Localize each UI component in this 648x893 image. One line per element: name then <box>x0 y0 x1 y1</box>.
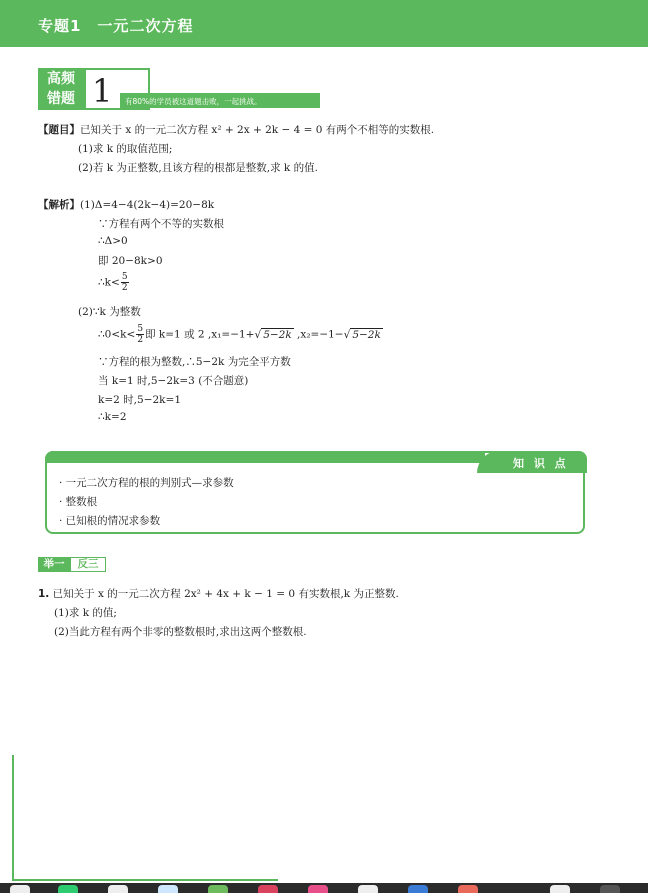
solution-line-1 <box>38 197 214 212</box>
badge-label <box>38 68 84 110</box>
app-icon[interactable] <box>358 885 378 893</box>
solution-step-3: ∴Δ>0 <box>98 235 128 247</box>
badge-number: 1 <box>92 72 113 110</box>
page-header <box>0 0 648 47</box>
knowledge-header-band <box>45 451 485 463</box>
practice-q2: (2)当此方程有两个非零的整数根时,求出这两个整数根. <box>54 626 307 638</box>
header-title: 专题1 一元二次方程 <box>38 17 194 35</box>
fraction-numerator: 5 <box>137 324 144 334</box>
radicand: 5−2k <box>263 328 292 341</box>
solution-step-9: 当 k=1 时,5−2k=3 (不合题意) <box>98 375 249 387</box>
solution-step-7-mid: 即 k=1 或 2 ,x₁=−1+ <box>145 328 255 341</box>
solution-step-5 <box>98 272 130 293</box>
app-icon[interactable] <box>600 885 620 893</box>
practice-tag-left: 举一 <box>38 557 70 572</box>
practice-tag-right: 反三 <box>70 557 106 572</box>
knowledge-item: · 已知根的情况求参数 <box>59 515 161 527</box>
problem-stem-line <box>38 122 434 137</box>
badge-bottom-text: 错题 <box>47 91 75 107</box>
knowledge-item: · 一元二次方程的根的判别式—求参数 <box>59 477 234 489</box>
knowledge-item: · 整数根 <box>59 496 98 508</box>
app-icon[interactable] <box>408 885 428 893</box>
problem-stem: 已知关于 x 的一元二次方程 x² + 2x + 2k − 4 = 0 有两个不相等的实数根. <box>80 124 435 136</box>
margin-horizontal-rule <box>12 879 278 881</box>
margin-vertical-rule <box>12 755 14 880</box>
knowledge-label: 知 识 点 <box>513 457 569 470</box>
practice-stem-line <box>38 586 399 601</box>
knowledge-points-box <box>45 451 585 534</box>
app-icon[interactable] <box>158 885 178 893</box>
app-icon[interactable] <box>208 885 228 893</box>
sqrt-expression: √ 5−2k <box>343 328 381 341</box>
app-icon[interactable] <box>258 885 278 893</box>
practice-stem: 已知关于 x 的一元二次方程 2x² + 4x + k − 1 = 0 有实数根,k 为正整数. <box>52 588 399 600</box>
problem-q2: (2)若 k 为正整数,且该方程的根都是整数,求 k 的值. <box>78 162 318 174</box>
solution-step-7-pre: ∴0<k< <box>98 328 136 341</box>
problem-q1: (1)求 k 的取值范围; <box>78 143 173 155</box>
solution-step-1: (1)Δ=4−4(2k−4)=20−8k <box>80 199 215 211</box>
app-icon[interactable] <box>308 885 328 893</box>
taskbar <box>0 883 648 893</box>
app-icon[interactable] <box>108 885 128 893</box>
solution-step-11: ∴k=2 <box>98 411 127 423</box>
radicand: 5−2k <box>352 328 381 341</box>
fraction <box>136 324 144 345</box>
fraction-numerator: 5 <box>121 272 128 282</box>
app-icon[interactable] <box>58 885 78 893</box>
app-icon[interactable] <box>10 885 30 893</box>
badge-note: 有80%的学员被这道题击败，一起挑战。 <box>125 97 262 106</box>
solution-step-10: k=2 时,5−2k=1 <box>98 394 182 406</box>
sqrt-expression: √ 5−2k <box>254 328 292 341</box>
practice-q1: (1)求 k 的值; <box>54 607 117 619</box>
solution-step-5-text: ∴k< <box>98 276 120 289</box>
solution-step-7 <box>98 324 383 345</box>
solution-step-2: ∵方程有两个不等的实数根 <box>98 218 224 230</box>
solution-step-7-mid2: ,x₂=−1− <box>293 328 344 341</box>
fraction-denominator: 2 <box>121 283 128 293</box>
solution-step-4: 即 20−8k>0 <box>98 255 163 267</box>
fraction-denominator: 2 <box>137 335 144 345</box>
badge-top-text: 高频 <box>47 71 75 87</box>
problem-label: 【题目】 <box>38 124 80 136</box>
solution-label: 【解析】 <box>38 199 80 211</box>
fraction <box>121 272 129 293</box>
solution-step-6: (2)∵k 为整数 <box>78 306 141 318</box>
practice-number: 1. <box>38 588 50 600</box>
solution-step-8: ∵方程的根为整数,∴5−2k 为完全平方数 <box>98 356 291 368</box>
app-icon[interactable] <box>458 885 478 893</box>
app-icon[interactable] <box>550 885 570 893</box>
